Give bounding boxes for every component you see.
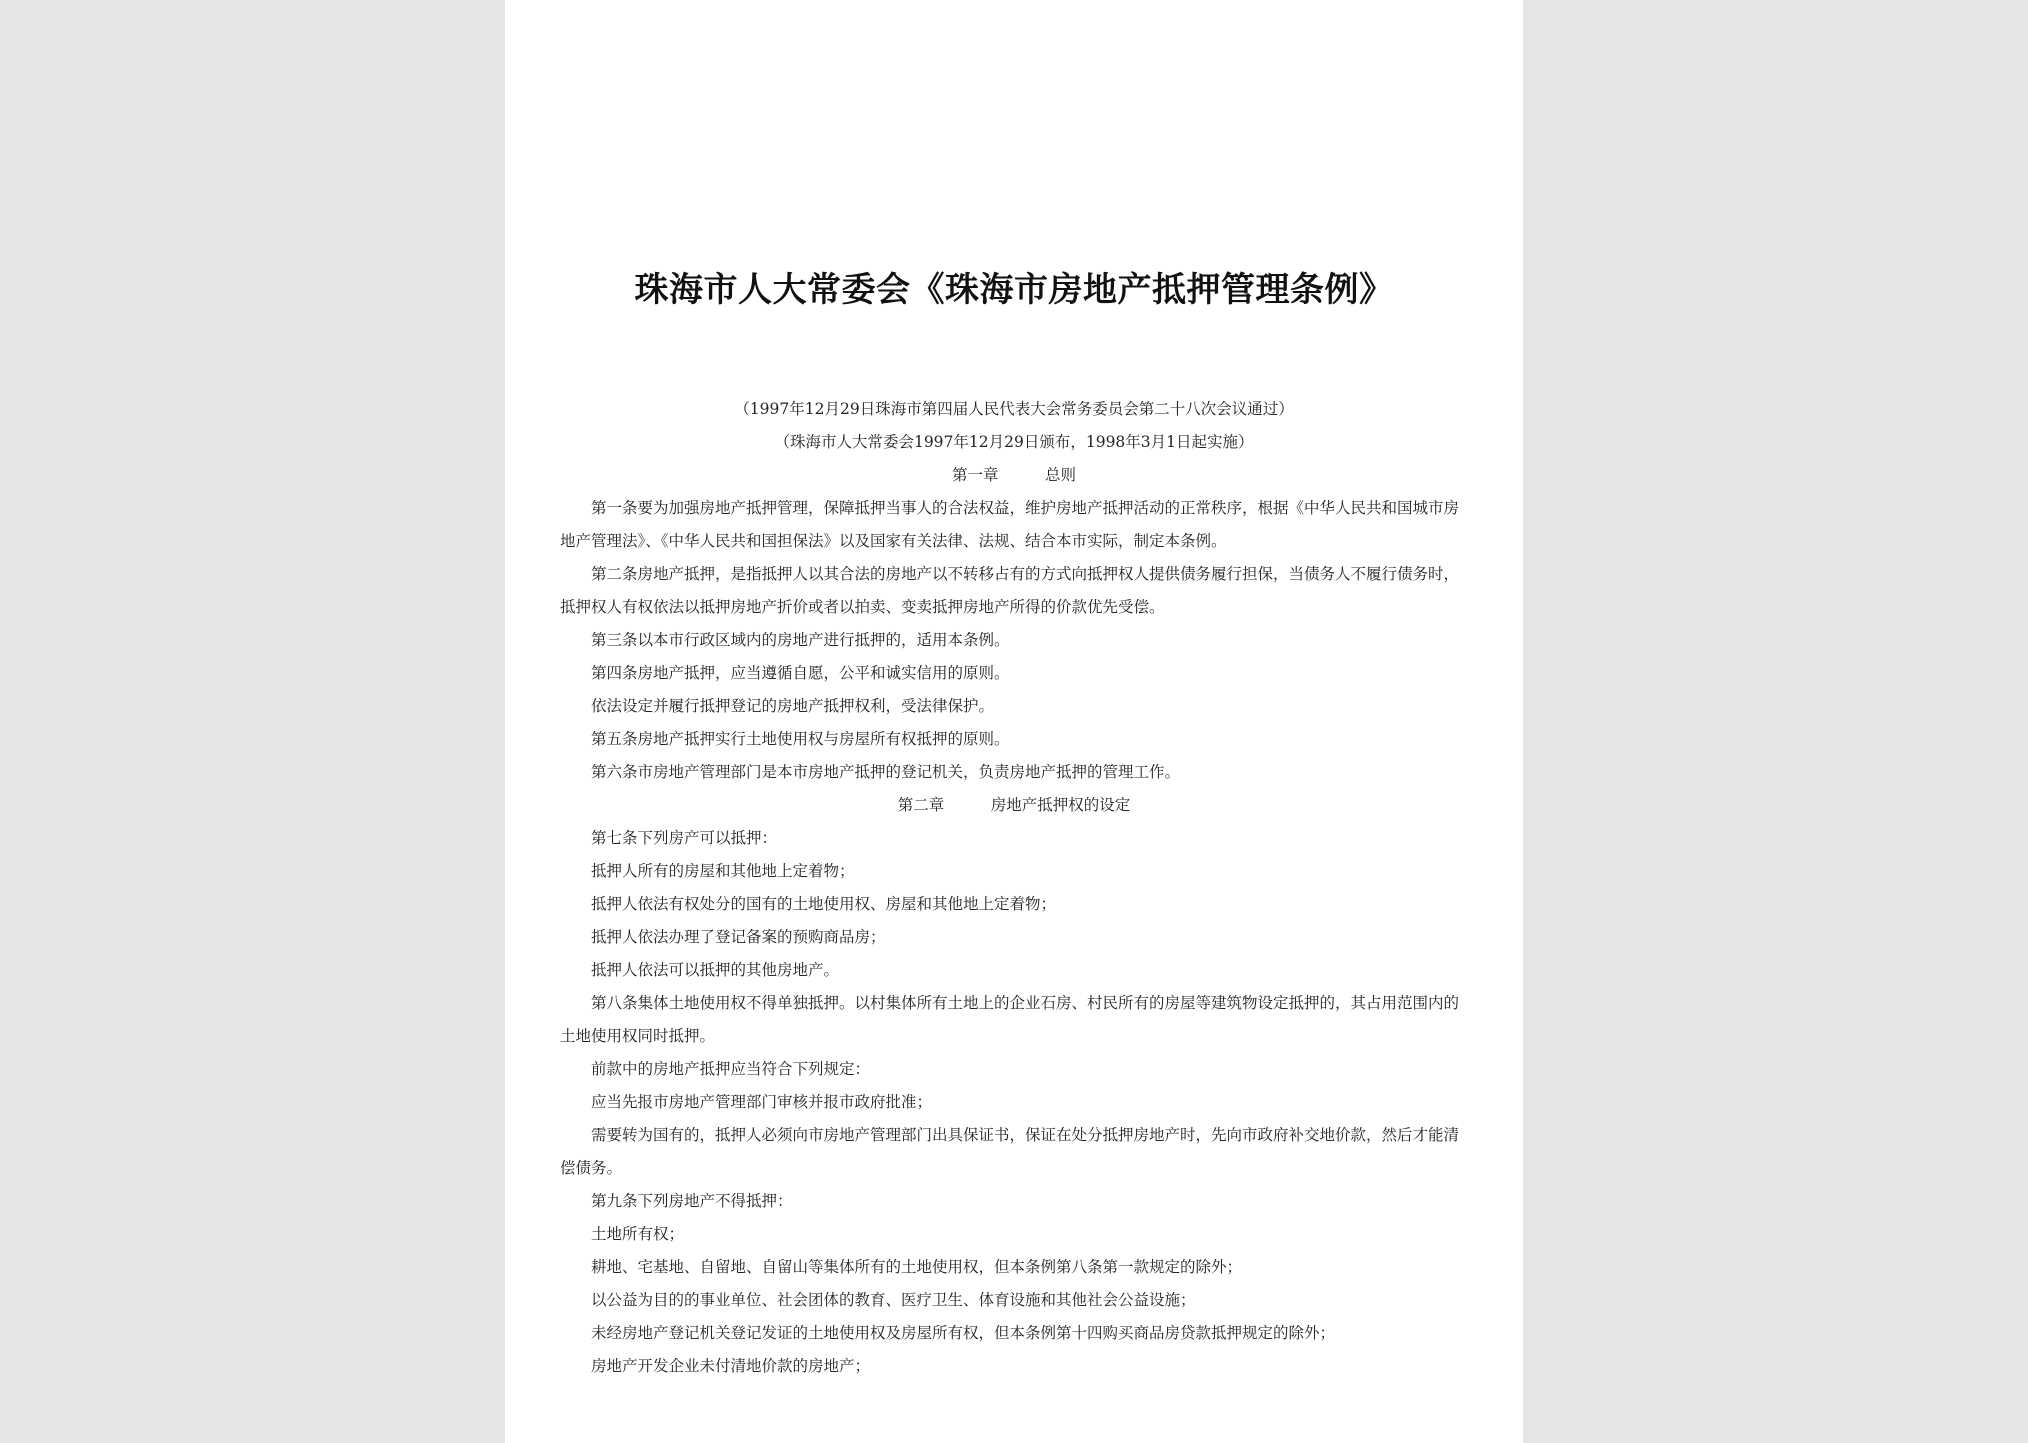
chapter-name: 总则 — [1045, 466, 1077, 484]
article-paragraph: 第九条下列房地产不得抵押： — [591, 1192, 793, 1210]
chapter-heading — [560, 789, 1468, 822]
list-item: 需要转为国有的，抵押人必须向市房地产管理部门出具保证书，保证在处分抵押房地产时，先向市政府补交地价款，然后才能清偿债务。 — [560, 1126, 1460, 1177]
list-item: 土地所有权； — [591, 1225, 685, 1243]
list-item: 未经房地产登记机关登记发证的土地使用权及房屋所有权，但本条例第十四购买商品房贷款抵押规定的除外； — [591, 1324, 1336, 1342]
adoption-note: （1997年12月29日珠海市第四届人民代表大会常务委员会第二十八次会议通过） — [734, 400, 1294, 418]
chapter-heading — [560, 459, 1468, 492]
list-item: 耕地、宅基地、自留地、自留山等集体所有的土地使用权，但本条例第八条第一款规定的除外； — [591, 1258, 1243, 1276]
list-item: 应当先报市房地产管理部门审核并报市政府批准； — [591, 1093, 933, 1111]
article-paragraph: 第六条市房地产管理部门是本市房地产抵押的登记机关，负责房地产抵押的管理工作。 — [591, 763, 1181, 781]
list-item: 抵押人所有的房屋和其他地上定着物； — [591, 862, 855, 880]
list-item: 以公益为目的的事业单位、社会团体的教育、医疗卫生、体育设施和其他社会公益设施； — [591, 1291, 1196, 1309]
chapter-number: 第一章 — [951, 466, 999, 484]
article-paragraph: 第三条以本市行政区域内的房地产进行抵押的，适用本条例。 — [591, 631, 1010, 649]
article-paragraph: 前款中的房地产抵押应当符合下列规定： — [591, 1060, 871, 1078]
document-page — [505, 0, 1523, 1443]
list-item: 抵押人依法可以抵押的其他房地产。 — [591, 961, 840, 979]
article-paragraph: 第七条下列房产可以抵押： — [591, 829, 778, 847]
article-paragraph: 第四条房地产抵押，应当遵循自愿，公平和诚实信用的原则。 — [591, 664, 1010, 682]
list-item: 房地产开发企业未付清地价款的房地产； — [591, 1357, 871, 1375]
chapter-number: 第二章 — [897, 796, 945, 814]
article-paragraph: 第五条房地产抵押实行土地使用权与房屋所有权抵押的原则。 — [591, 730, 1010, 748]
article-paragraph: 第二条房地产抵押，是指抵押人以其合法的房地产以不转移占有的方式向抵押权人提供债务履行担保，当债务人不履行债务时，抵押权人有权依法以抵押房地产折价或者以拍卖、变卖抵押房地产所得的价款优先受偿。 — [560, 565, 1460, 616]
document-body — [560, 393, 1468, 1383]
article-paragraph: 第一条要为加强房地产抵押管理，保障抵押当事人的合法权益，维护房地产抵押活动的正常秩序，根据《中华人民共和国城市房地产管理法》、《中华人民共和国担保法》以及国家有关法律、法规、结合本市实际，制定本条例。 — [560, 499, 1460, 550]
list-item: 抵押人依法有权处分的国有的土地使用权、房屋和其他地上定着物； — [591, 895, 1057, 913]
chapter-name: 房地产抵押权的设定 — [990, 796, 1131, 814]
article-paragraph: 依法设定并履行抵押登记的房地产抵押权利，受法律保护。 — [591, 697, 995, 715]
article-paragraph: 第八条集体土地使用权不得单独抵押。以村集体所有土地上的企业石房、村民所有的房屋等建筑物设定抵押的，其占用范围内的土地使用权同时抵押。 — [560, 994, 1460, 1045]
list-item: 抵押人依法办理了登记备案的预购商品房； — [591, 928, 886, 946]
promulgation-note: （珠海市人大常委会1997年12月29日颁布，1998年3月1日起实施） — [774, 433, 1254, 451]
document-title: 珠海市人大常委会《珠海市房地产抵押管理条例》 — [634, 270, 1394, 310]
